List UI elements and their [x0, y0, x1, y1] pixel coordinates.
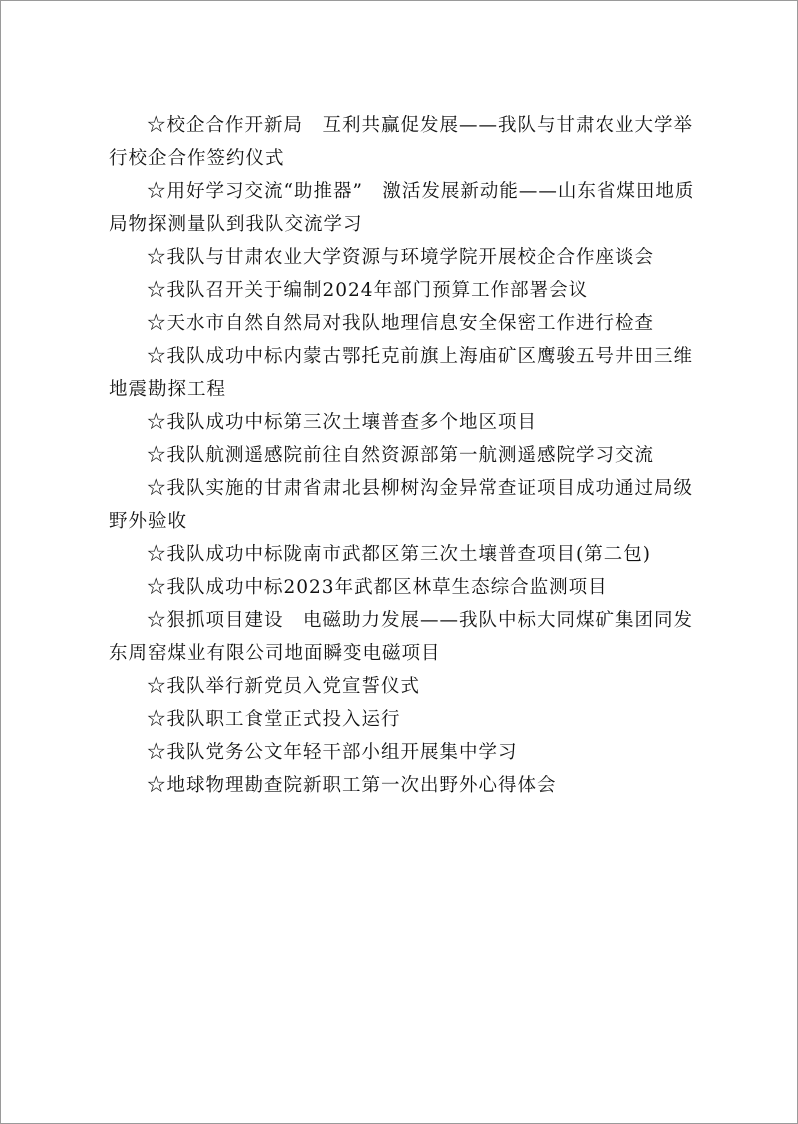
headline-item: ☆我队成功中标内蒙古鄂托克前旗上海庙矿区鹰骏五号井田三维地震勘探工程 — [109, 346, 694, 400]
headline-item: ☆我队职工食堂正式投入运行 — [147, 709, 401, 730]
headline-item: ☆天水市自然自然局对我队地理信息安全保密工作进行检查 — [147, 313, 655, 334]
headline-item: ☆地球物理勘查院新职工第一次出野外心得体会 — [147, 775, 557, 796]
headline-item: ☆我队党务公文年轻干部小组开展集中学习 — [147, 742, 518, 763]
headline-item: ☆我队成功中标陇南市武都区第三次土壤普查项目(第二包) — [147, 544, 651, 565]
headline-item: ☆我队实施的甘肃省肃北县柳树沟金异常查证项目成功通过局级野外验收 — [109, 478, 694, 532]
news-headline-list — [109, 109, 699, 802]
headline-item: ☆校企合作开新局 互利共赢促发展——我队与甘肃农业大学举行校企合作签约仪式 — [109, 115, 694, 169]
headline-item: ☆我队召开关于编制2024年部门预算工作部署会议 — [147, 280, 589, 301]
headline-item: ☆狠抓项目建设 电磁助力发展——我队中标大同煤矿集团同发东周窑煤业有限公司地面瞬变电磁项目 — [109, 610, 694, 664]
headline-item: ☆我队航测遥感院前往自然资源部第一航测遥感院学习交流 — [147, 445, 655, 466]
headline-item: ☆我队与甘肃农业大学资源与环境学院开展校企合作座谈会 — [147, 247, 655, 268]
headline-item: ☆我队成功中标第三次土壤普查多个地区项目 — [147, 412, 538, 433]
headline-item: ☆我队成功中标2023年武都区林草生态综合监测项目 — [147, 577, 608, 598]
headline-item: ☆用好学习交流“助推器” 激活发展新动能——山东省煤田地质局物探测量队到我队交流学习 — [109, 181, 695, 235]
headline-item: ☆我队举行新党员入党宣誓仪式 — [147, 676, 421, 697]
